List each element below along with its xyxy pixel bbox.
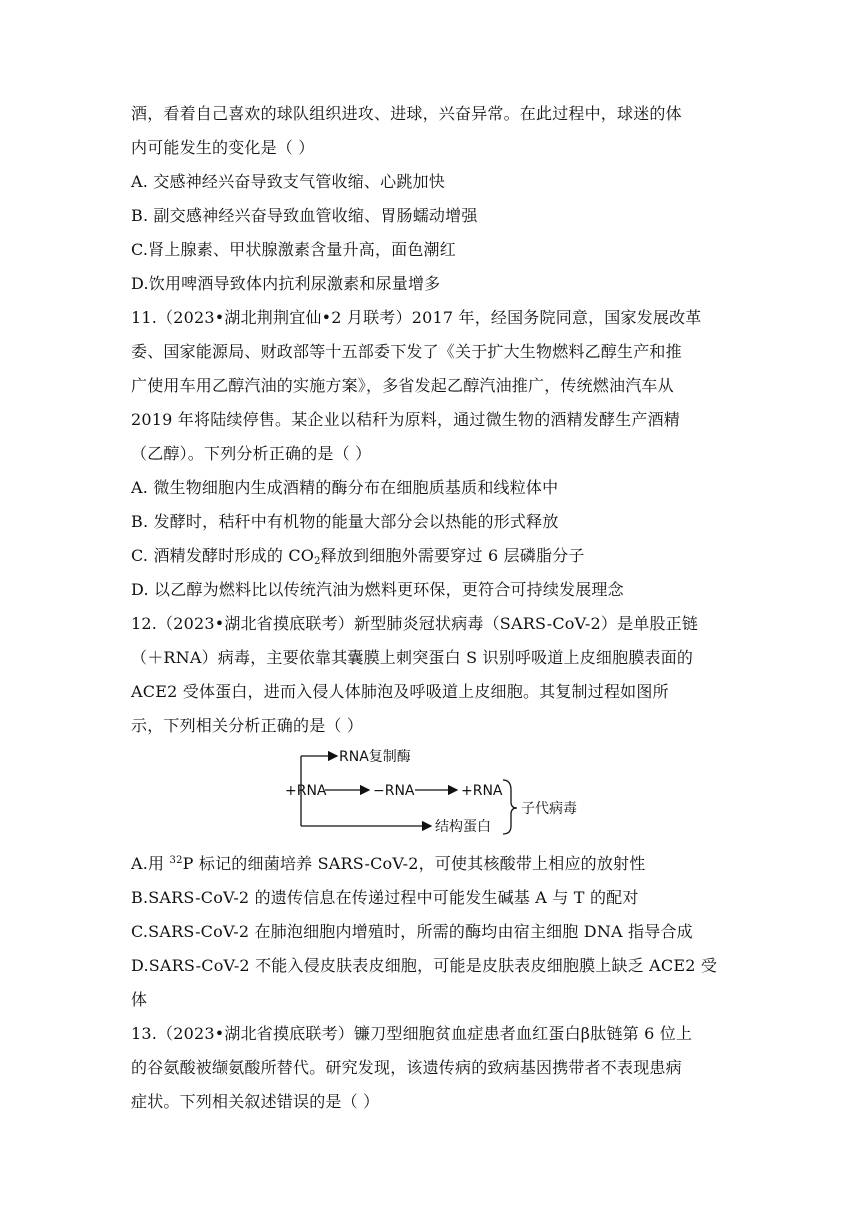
- q12-option-a-text: A.用: [131, 854, 170, 873]
- q10-option-a: A. 交感神经兴奋导致支气管收缩、心跳加快: [131, 172, 445, 191]
- q10-option-d: D.饮用啤酒导致体内抗利尿激素和尿量增多: [131, 274, 441, 293]
- plus-rna-end: +RNA: [461, 783, 503, 799]
- q11-stem-line-4: 2019 年将陆续停售。某企业以秸秆为原料，通过微生物的酒精发酵生产酒精: [131, 410, 681, 429]
- q12-option-a: [131, 854, 645, 874]
- q10-option-c: C.肾上腺素、甲状腺激素含量升高，面色潮红: [131, 240, 456, 259]
- q10-stem-line-1: 酒，看着自己喜欢的球队组织进攻、进球，兴奋异常。在此过程中，球迷的体: [131, 104, 682, 123]
- q12-stem-line-3: ACE2 受体蛋白，进而入侵人体肺泡及呼吸道上皮细胞。其复制过程如图所: [131, 682, 669, 701]
- q11-stem-line-1: 11.（2023•湖北荆荆宜仙•2 月联考）2017 年，经国务院同意，国家发展改革: [131, 308, 702, 327]
- q11-stem-line-3: 广使用车用乙醇汽油的实施方案》，多省发起乙醇汽油推广，传统燃油汽车从: [131, 376, 674, 395]
- enzyme-label: RNA复制酶: [339, 749, 411, 765]
- q11-option-b: B. 发酵时，秸秆中有机物的能量大部分会以热能的形式释放: [131, 512, 559, 531]
- q11-stem-line-2: 委、国家能源局、财政部等十五部委下发了《关于扩大生物燃料乙醇生产和推: [131, 342, 682, 361]
- q11-option-c-text: C. 酒精发酵时形成的 CO: [131, 546, 315, 565]
- q12-stem-line-1: 12.（2023•湖北省摸底联考）新型肺炎冠状病毒（SARS-CoV-2）是单股正链: [131, 614, 699, 633]
- plus-rna-start: +RNA: [285, 783, 327, 799]
- q10-stem-line-2: 内可能发生的变化是（ ）: [131, 138, 315, 157]
- structural-protein-label: 结构蛋白: [435, 819, 491, 835]
- q12-stem-line-4: 示，下列相关分析正确的是（ ）: [131, 716, 364, 735]
- progeny-virus-label: 子代病毒: [521, 801, 577, 817]
- q10-option-b: B. 副交感神经兴奋导致血管收缩、胃肠蠕动增强: [131, 206, 478, 225]
- q11-option-c: [131, 546, 585, 566]
- q11-option-d: D. 以乙醇为燃料比以传统汽油为燃料更环保，更符合可持续发展理念: [131, 580, 624, 599]
- rna-replication-diagram: [281, 744, 583, 840]
- q12-option-b: B.SARS-CoV-2 的遗传信息在传递过程中可能发生碱基 A 与 T 的配对: [131, 888, 639, 907]
- q12-option-a-text-end: P 标记的细菌培养 SARS-CoV-2，可使其核酸带上相应的放射性: [182, 854, 646, 873]
- q11-option-c-text-end: 释放到细胞外需要穿过 6 层磷脂分子: [320, 546, 585, 565]
- q13-stem-line-3: 症状。下列相关叙述错误的是（ ）: [131, 1092, 380, 1111]
- q13-stem-line-2: 的谷氨酸被缬氨酸所替代。研究发现，该遗传病的致病基因携带者不表现患病: [131, 1058, 682, 1077]
- q11-option-a: A. 微生物细胞内生成酒精的酶分布在细胞质基质和线粒体中: [131, 478, 559, 497]
- q11-stem-line-5: （乙醇）。下列分析正确的是（ ）: [131, 444, 372, 463]
- q12-option-d-line-1: D.SARS-CoV-2 不能入侵皮肤表皮细胞，可能是皮肤表皮细胞膜上缺乏 ACE2 受: [131, 956, 718, 975]
- minus-rna: −RNA: [373, 783, 415, 799]
- rna-replication-svg: [281, 744, 583, 840]
- q12-option-c: C.SARS-CoV-2 在肺泡细胞内增殖时，所需的酶均由宿主细胞 DNA 指导合成: [131, 922, 693, 941]
- q13-stem-line-1: 13.（2023•湖北省摸底联考）镰刀型细胞贫血症患者血红蛋白β肽链第 6 位上: [131, 1024, 693, 1043]
- brace: [503, 780, 517, 834]
- q11-option-c-subscript: 2: [314, 556, 321, 567]
- q12-option-d-line-2: 体: [131, 990, 148, 1009]
- q12-option-a-superscript: 32: [169, 855, 183, 866]
- q12-stem-line-2: （＋RNA）病毒，主要依靠其囊膜上刺突蛋白 S 识别呼吸道上皮细胞膜表面的: [131, 648, 694, 667]
